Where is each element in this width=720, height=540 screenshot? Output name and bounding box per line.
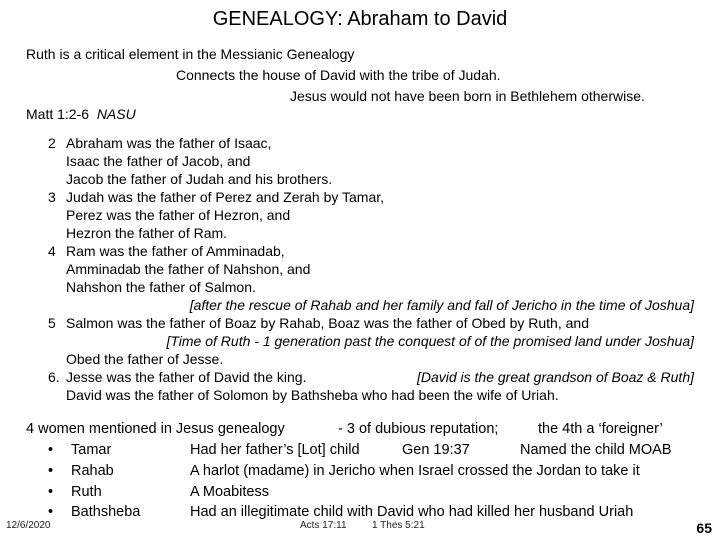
women-heading-c: the 4th a ‘foreigner’ (538, 421, 663, 437)
bullet-icon: • (48, 484, 54, 500)
page-number: 65 (696, 520, 712, 536)
woman-name: Ruth (71, 484, 102, 500)
verse-line: Judah was the father of Perez and Zerah by Tamar, (66, 189, 385, 205)
intro-line-1: Ruth is a critical element in the Messianic Genealogy (26, 46, 355, 62)
historical-note: [David is the great grandson of Boaz & Ruth] (416, 369, 694, 385)
woman-description: Had her father’s [Lot] child (190, 442, 360, 458)
verse-line: David was the father of Solomon by Bathsheba who had been the wife of Uriah. (66, 387, 559, 403)
verse-number: 5 (48, 315, 56, 331)
woman-description: A Moabitess (190, 484, 269, 500)
verse-line: Perez was the father of Hezron, and (66, 207, 291, 223)
intro-line-2: Connects the house of David with the tribe of Judah. (176, 67, 501, 83)
verse-number: 6. (48, 369, 60, 385)
verse-line: Abraham was the father of Isaac, (66, 135, 272, 151)
verse-line: Nahshon the father of Salmon. (66, 279, 256, 295)
woman-name: Tamar (71, 442, 112, 458)
verse-line: Salmon was the father of Boaz by Rahab, Boaz was the father of Obed by Ruth, and (66, 315, 589, 331)
woman-extra: Named the child MOAB (520, 442, 672, 458)
verse-line: Jacob the father of Judah and his brothers. (66, 171, 333, 187)
page-title: GENEALOGY: Abraham to David (212, 8, 508, 30)
scripture-reference (26, 106, 136, 122)
women-heading-a: 4 women mentioned in Jesus genealogy (26, 421, 285, 437)
footer-ref-thes: 1 Thes 5:21 (372, 520, 425, 531)
footer-date: 12/6/2020 (6, 520, 51, 531)
reference-version: NASU (96, 106, 136, 122)
bullet-icon: • (48, 504, 54, 520)
verse-line: Amminadab the father of Nahshon, and (66, 261, 311, 277)
woman-description: Had an illegitimate child with David who had killed her husband Uriah (190, 504, 634, 520)
verse-line: Obed the father of Jesse. (66, 351, 224, 367)
verse-number: 3 (48, 189, 56, 205)
footer-ref-acts: Acts 17:11 (300, 520, 347, 531)
verse-number: 2 (48, 135, 56, 151)
verse-number: 4 (48, 243, 56, 259)
woman-name: Bathsheba (71, 504, 141, 520)
reference-label: Matt 1:2-6 (26, 106, 90, 122)
woman-name: Rahab (71, 463, 114, 479)
historical-note: [Time of Ruth - 1 generation past the conquest of of the promised land under Joshua] (166, 333, 694, 349)
historical-note: [after the rescue of Rahab and her family and fall of Jericho in the time of Joshua] (189, 297, 694, 313)
verse-line: Ram was the father of Amminadab, (66, 243, 285, 259)
intro-line-3: Jesus would not have been born in Bethlehem otherwise. (290, 88, 645, 104)
verse-line: Jesse was the father of David the king. (66, 369, 307, 385)
woman-description: A harlot (madame) in Jericho when Israel crossed the Jordan to take it (190, 463, 640, 479)
bullet-icon: • (48, 442, 54, 458)
bullet-icon: • (48, 463, 54, 479)
women-heading-b: - 3 of dubious reputation; (338, 421, 499, 437)
woman-reference: Gen 19:37 (402, 442, 470, 458)
verse-line: Isaac the father of Jacob, and (66, 153, 251, 169)
verse-line: Hezron the father of Ram. (66, 225, 228, 241)
